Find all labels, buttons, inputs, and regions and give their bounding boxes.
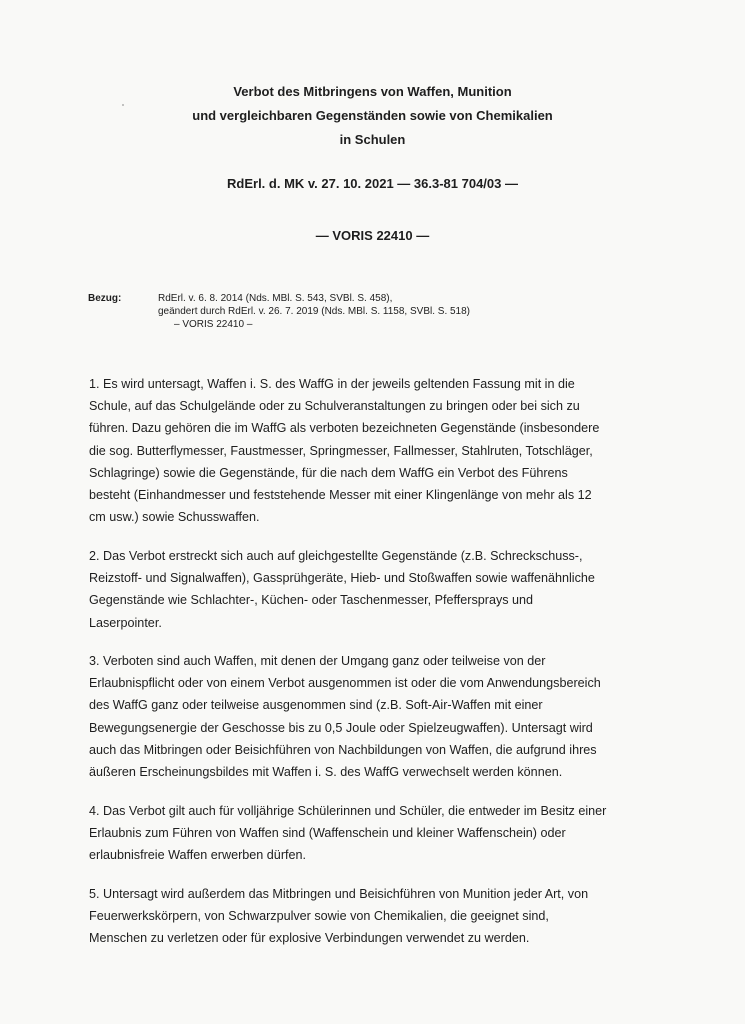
paragraph-line: Bewegungsenergie der Geschosse bis zu 0,5 Joule oder Spielzeugwaffen). Untersagt wird [89,720,593,735]
paragraph-line: 1. Es wird untersagt, Waffen i. S. des WaffG in der jeweils geltenden Fassung mit in die [89,377,575,391]
paragraph-line: 2. Das Verbot erstreckt sich auch auf gleichgestellte Gegenstände (z.B. Schreckschuss-, [89,549,583,563]
decree-reference: RdErl. d. MK v. 27. 10. 2021 — 36.3-81 704/03 — [227,176,518,191]
paragraph-line: Schule, auf das Schulgelände oder zu Schulveranstaltungen zu bringen oder bei sich zu [89,399,580,414]
paragraph-line: Erlaubnis zum Führen von Waffen sind (Waffenschein und kleiner Waffenschein) oder [89,826,566,841]
paragraph-line: 3. Verboten sind auch Waffen, mit denen der Umgang ganz oder teilweise von der [89,654,546,668]
paragraph-1 [89,373,669,528]
bezug-line: – VORIS 22410 – [174,319,253,330]
paragraph-line: des WaffG ganz oder teilweise ausgenommen sind (z.B. Soft-Air-Waffen mit einer [89,698,543,713]
paragraph-line: cm usw.) sowie Schusswaffen. [89,510,260,525]
voris-number: — VORIS 22410 — [315,228,430,243]
bezug-text [158,292,578,331]
bezug-line: RdErl. v. 6. 8. 2014 (Nds. MBl. S. 543, SVBl. S. 458), [158,293,393,304]
paragraph-line: führen. Dazu gehören die im WaffG als verboten bezeichneten Gegenstände (insbesondere [89,421,600,436]
paragraph-line: Reizstoff- und Signalwaffen), Gassprühgeräte, Hieb- und Stoßwaffen sowie waffenähnliche [89,571,595,586]
paragraph-line: erlaubnisfreie Waffen erwerben dürfen. [89,848,307,863]
paragraph-line: Erlaubnispflicht oder von einem Verbot ausgenommen ist oder die vom Anwendungsbereich [89,676,601,691]
paragraph-line: Menschen zu verletzen oder für explosive Verbindungen verwendet zu werden. [89,931,530,946]
paragraph-line: 5. Untersagt wird außerdem das Mitbringen und Beisichführen von Munition jeder Art, von [89,887,589,901]
paragraph-line: Laserpointer. [89,615,162,630]
paragraph-line: Feuerwerkskörpern, von Schwarzpulver sowie von Chemikalien, die geeignet sind, [89,909,549,924]
paragraph-5 [89,883,669,950]
paragraph-line: die sog. Butterflymesser, Faustmesser, Springmesser, Fallmesser, Stahlruten, Totschläger, [89,443,593,458]
title-line: Verbot des Mitbringens von Waffen, Munition [233,84,512,99]
bezug-label: Bezug: [88,293,122,304]
paragraph-4 [89,800,669,867]
paragraph-line: Schlagringe) sowie die Gegenstände, für die nach dem WaffG ein Verbot des Führens [89,465,568,480]
bezug-line: geändert durch RdErl. v. 26. 7. 2019 (Nds. MBl. S. 1158, SVBl. S. 518) [158,306,471,317]
paragraph-line: äußeren Erscheinungsbildes mit Waffen i. S. des WaffG verwechselt werden können. [89,765,563,780]
document-title [0,80,745,152]
paragraph-line: auch das Mitbringen oder Beisichführen von Nachbildungen von Waffen, die aufgrund ihres [89,742,597,757]
paragraph-line: besteht (Einhandmesser und feststehende Messer mit einer Klingenlänge von mehr als 12 [89,488,592,503]
paragraph-line: 4. Das Verbot gilt auch für volljährige Schülerinnen und Schüler, die entweder im Besitz einer [89,804,607,818]
paragraph-line: Gegenstände wie Schlachter-, Küchen- oder Taschenmesser, Pfeffersprays und [89,593,534,608]
title-line: und vergleichbaren Gegenständen sowie von Chemikalien [192,108,553,123]
paragraph-3 [89,650,669,783]
paragraph-2 [89,545,669,634]
title-line: in Schulen [339,132,406,147]
